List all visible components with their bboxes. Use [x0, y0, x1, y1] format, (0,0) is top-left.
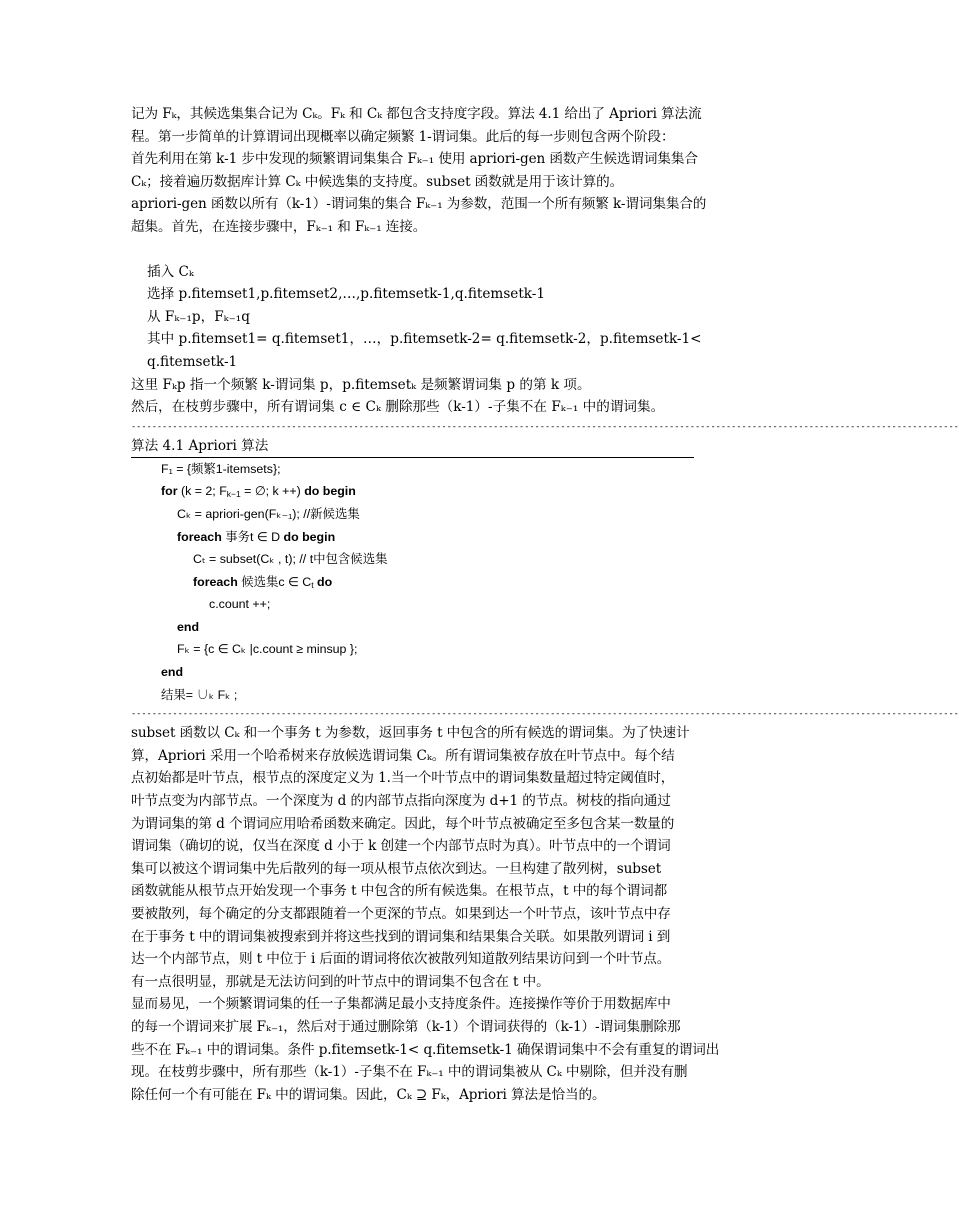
paragraph-intro: [131, 103, 738, 193]
separator-top: ----------------------------------------------------------------------------------------------------------------------------------------------------------------: [131, 421, 959, 432]
paragraph-apriori-gen: [131, 193, 738, 238]
join-statement: [131, 261, 738, 374]
paragraph-correctness: [131, 993, 738, 1106]
text-line: 现。在枝剪步骤中，所有那些（k-1）-子集不在 Fₖ₋₁ 中的谓词集被从 Cₖ 中剔除，但并没有删: [131, 1064, 688, 1081]
algo-line-init: F₁ = {频繁1-itemsets};: [161, 461, 281, 476]
text-line: 有一点很明显，那就是无法访问到的叶节点中的谓词集不包含在 t 中。: [131, 973, 550, 990]
document-page: [131, 103, 959, 1106]
algo-line-count: c.count ++;: [209, 597, 271, 612]
keyword-do: do: [317, 574, 333, 589]
algorithm-body: [131, 458, 738, 707]
text-line: 在于事务 t 中的谓词集被搜索到并将这些找到的谓词集和结果集合关联。如果散列谓词 i 到: [131, 928, 671, 945]
algorithm-title: 算法 4.1 Apriori 算法: [131, 435, 694, 458]
text-line: 的每一个谓词来扩展 Fₖ₋₁，然后对于通过删除第（k-1）个谓词获得的（k-1）-谓词集删除那: [131, 1018, 681, 1035]
algo-line-end-outer: end: [161, 665, 184, 680]
sql-line-select: 选择 p.fitemset1,p.fitemset2,…,p.fitemsetk-1,q.fitemsetk-1: [147, 286, 546, 303]
keyword-foreach: foreach: [177, 529, 222, 544]
text-line: 要被散列，每个确定的分支都跟随着一个更深的节点。如果到达一个叶节点，该叶节点中存: [131, 906, 671, 922]
text-line: 显而易见，一个频繁谓词集的任一子集都满足最小支持度条件。连接操作等价于用数据库中: [131, 996, 671, 1013]
text-line: 除任何一个有可能在 Fₖ 中的谓词集。因此，Cₖ ⊇ Fₖ，Apriori 算法是恰当的。: [131, 1086, 606, 1103]
algo-line-gen: Cₖ = apriori-gen(Fₖ₋₁); //新候选集: [177, 506, 360, 521]
text-line: 算，Apriori 采用一个哈希树来存放候选谓词集 Cₖ。所有谓词集被存放在叶节点中。每个结: [131, 747, 675, 764]
keyword-do-begin: do begin: [304, 484, 356, 499]
text-line: 程。第一步简单的计算谓词出现概率以确定频繁 1-谓词集。此后的每一步则包含两个阶段：: [131, 128, 675, 145]
text-line: 点初始都是叶节点，根节点的深度定义为 1.当一个叶节点中的谓词集数量超过特定阈值时，: [131, 770, 675, 787]
text-line: 些不在 Fₖ₋₁ 中的谓词集。条件 p.fitemsetk-1< q.fitemsetk-1 确保谓词集中不会有重复的谓词出: [131, 1041, 720, 1058]
keyword-foreach: foreach: [193, 574, 238, 589]
note-line: 这里 Fₖp 指一个频繁 k-谓词集 p，p.fitemsetₖ 是频繁谓词集 p 的第 k 项。: [131, 376, 591, 393]
text-line: 叶节点变为内部节点。一个深度为 d 的内部节点指向深度为 d+1 的节点。树枝的指向通过: [131, 793, 671, 810]
sql-line-where: 其中 p.fitemset1= q.fitemset1，…，p.fitemsetk-2= q.fitemsetk-2，p.fitemsetk-1< q.fitemsetk-1: [147, 331, 702, 370]
text-line: 集可以被这个谓词集中先后散列的每一项从根节点依次到达。一旦构建了散列树，subset: [131, 860, 662, 877]
keyword-do-begin: do begin: [283, 529, 336, 544]
algo-line-fk: Fₖ = {c ∈ Cₖ |c.count ≥ minsup };: [177, 642, 358, 657]
text-line: 记为 Fₖ，其候选集集合记为 Cₖ。Fₖ 和 Cₖ 都包含支持度字段。算法 4.1 给出了 Apriori 算法流: [131, 106, 702, 122]
text-line: 函数就能从根节点开始发现一个事务 t 中包含的所有候选集。在根节点，t 中的每个谓词都: [131, 883, 668, 900]
algo-line-end-inner: end: [177, 619, 200, 634]
text-line: apriori-gen 函数以所有（k-1）-谓词集的集合 Fₖ₋₁ 为参数，范围一个所有频繁 k-谓词集集合的: [131, 196, 707, 213]
algo-line-foreach-candidate: foreach 候选集c ∈ Ct do: [193, 574, 333, 590]
algo-line-subset: Cₜ = subset(Cₖ , t); // t中包含候选集: [193, 552, 388, 567]
algo-line-foreach-transaction: foreach 事务t ∈ D do begin: [177, 529, 336, 544]
text-line: 首先利用在第 k-1 步中发现的频繁谓词集集合 Fₖ₋₁ 使用 apriori-gen 函数产生候选谓词集集合: [131, 151, 698, 168]
paragraph-subset: [131, 722, 738, 993]
prune-line: 然后，在枝剪步骤中，所有谓词集 c ∈ Cₖ 删除那些（k-1）-子集不在 Fₖ₋₁ 中的谓词集。: [131, 399, 665, 416]
keyword-for: for: [161, 484, 178, 499]
algo-line-for: for (k = 2; Fk−1 = ∅; k ++) do begin: [161, 484, 356, 500]
text-line: 为谓词集的第 d 个谓词应用哈希函数来确定。因此，每个叶节点被确定至多包含某一数量的: [131, 815, 675, 832]
text-line: subset 函数以 Cₖ 和一个事务 t 为参数，返回事务 t 中包含的所有候选的谓词集。为了快速计: [131, 725, 690, 742]
algo-line-result: 结果= ∪ₖ Fₖ ;: [161, 687, 238, 702]
text-line: Cₖ；接着遍历数据库计算 Cₖ 中候选集的支持度。subset 函数就是用于该计算的。: [131, 173, 624, 190]
sql-line-insert: 插入 Cₖ: [147, 263, 194, 280]
text-line: 达一个内部节点，则 t 中位于 i 后面的谓词将依次被散列知道散列结果访问到一个叶节点。: [131, 951, 671, 968]
spacer: [131, 239, 738, 261]
separator-bottom: ----------------------------------------------------------------------------------------------------------------------------------------------------------------: [131, 709, 959, 720]
sql-line-from: 从 Fₖ₋₁p，Fₖ₋₁q: [147, 308, 250, 325]
text-line: 谓词集（确切的说，仅当在深度 d 小于 k 创建一个内部节点时为真）。叶节点中的一个谓词: [131, 838, 671, 855]
text-line: 超集。首先，在连接步骤中，Fₖ₋₁ 和 Fₖ₋₁ 连接。: [131, 218, 427, 235]
